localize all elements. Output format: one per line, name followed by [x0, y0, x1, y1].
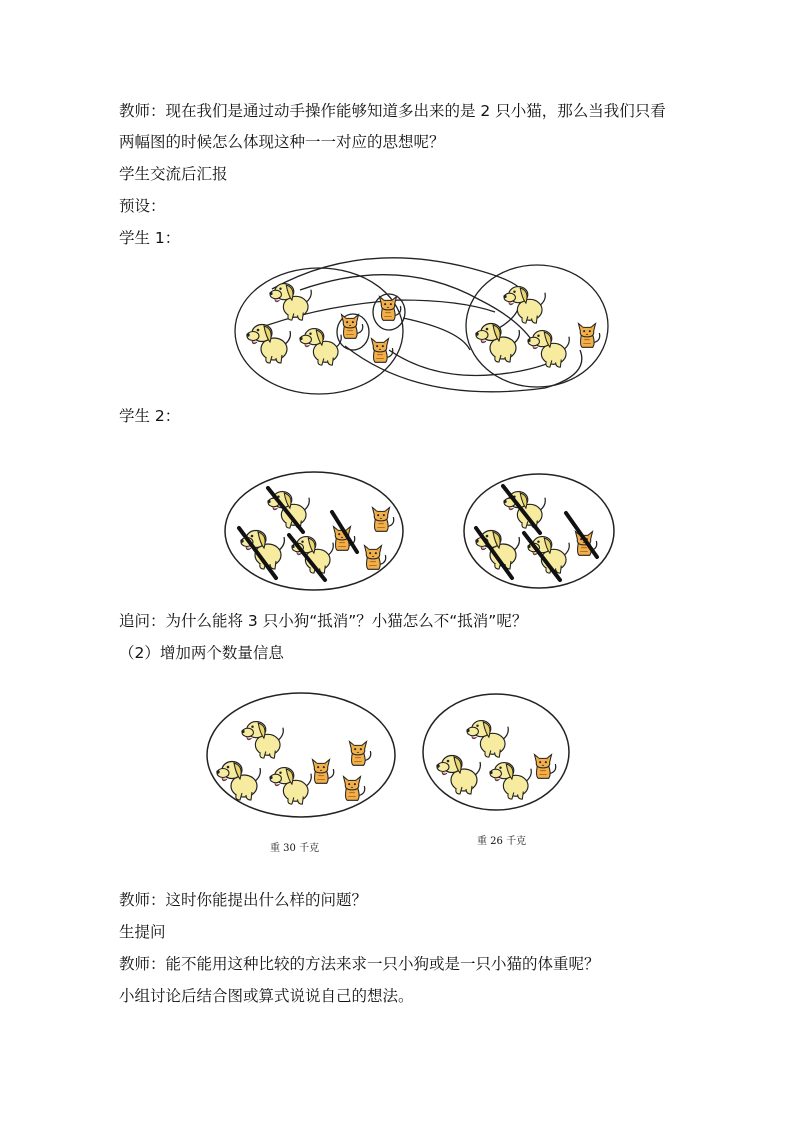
teacher-line-2: 两幅图的时候怎么体现这种一一对应的思想呢？ — [119, 133, 445, 151]
teacher-line-1: 教师：现在我们是通过动手操作能够知道多出来的是 2 只小猫，那么当我们只看 — [119, 102, 666, 120]
figure-3-weights — [207, 693, 569, 817]
section-2-heading: （2）增加两个数量信息 — [119, 644, 284, 662]
follow-up-question: 追问：为什么能将 3 只小狗“抵消”？小猫怎么不“抵消”呢？ — [119, 612, 528, 630]
figure-1-one-to-one — [235, 258, 608, 394]
figure-2-cancel-out — [225, 472, 614, 590]
group-discussion: 小组讨论后结合图或算式说说自己的想法。 — [119, 987, 414, 1005]
left-weight-caption: 重 30 千克 — [270, 843, 320, 854]
preset-label: 预设： — [119, 197, 166, 215]
right-weight-caption: 重 26 千克 — [477, 836, 527, 847]
student-question: 生提问 — [119, 923, 166, 941]
student-2-label: 学生 2： — [119, 407, 181, 425]
teacher-line-3: 教师：这时你能提出什么样的问题？ — [119, 891, 368, 909]
teacher-line-4: 教师：能不能用这种比较的方法来求一只小狗或是一只小猫的体重呢？ — [119, 955, 600, 973]
students-report: 学生交流后汇报 — [119, 165, 228, 183]
student-1-label: 学生 1： — [119, 229, 181, 247]
figure-1-animals — [246, 284, 599, 368]
